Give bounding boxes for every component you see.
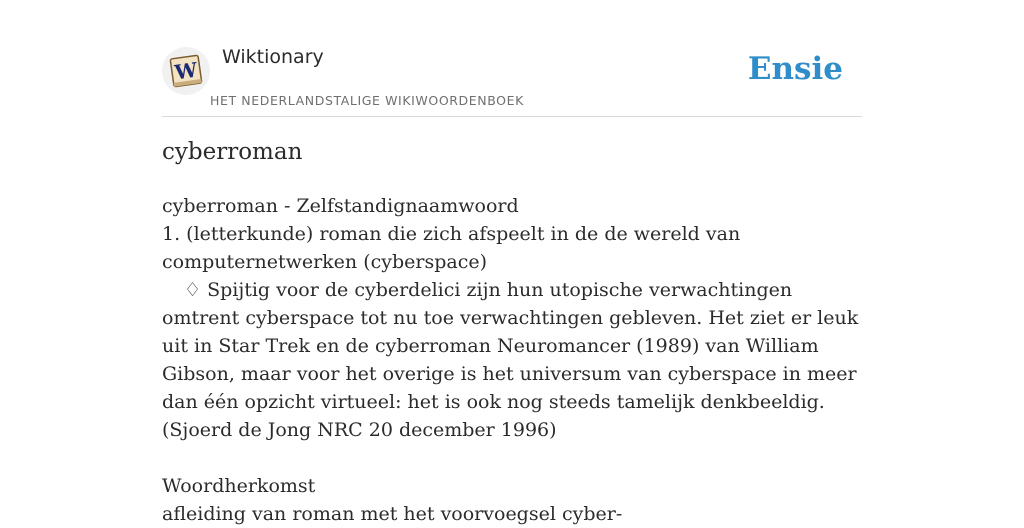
site-tagline: HET NEDERLANDSTALIGE WIKIWOORDENBOEK bbox=[210, 93, 524, 108]
entry-example: ♢ Spijtig voor de cyberdelici zijn hun utopische verwachtingen omtrent cyberspace tot nu toe verwachtingen gebleven. Het ziet er leuk uit in Star Trek en de cyberroman Neuromancer (1989) van William Gibson, maar voor het overige is het universum van cyberspace in meer dan één opzicht virtueel: het is ook nog steeds tamelijk denkbeeldig. (Sjoerd de Jong NRC 20 december 1996) bbox=[162, 279, 859, 441]
etymology-heading: Woordherkomst bbox=[162, 475, 316, 497]
entry-definition: 1. (letterkunde) roman die zich afspeelt in de de wereld van computernetwerken (cyberspace) bbox=[162, 223, 741, 273]
etymology-text: afleiding van roman met het voorvoegsel cyber- bbox=[162, 503, 623, 525]
wiktionary-logo-icon[interactable] bbox=[162, 47, 210, 95]
site-name[interactable]: Wiktionary bbox=[222, 46, 324, 68]
section-spacer bbox=[162, 444, 867, 472]
logo-tile-graphic bbox=[166, 51, 206, 91]
entry-heading-line: cyberroman - Zelfstandignaamwoord bbox=[162, 195, 519, 217]
page-title: cyberroman bbox=[162, 139, 303, 165]
site-header bbox=[162, 0, 862, 117]
page-container bbox=[162, 0, 862, 525]
ensie-brand-link[interactable]: Ensie bbox=[747, 51, 843, 87]
entry-content bbox=[162, 192, 867, 528]
svg-text:W: W bbox=[173, 57, 199, 85]
